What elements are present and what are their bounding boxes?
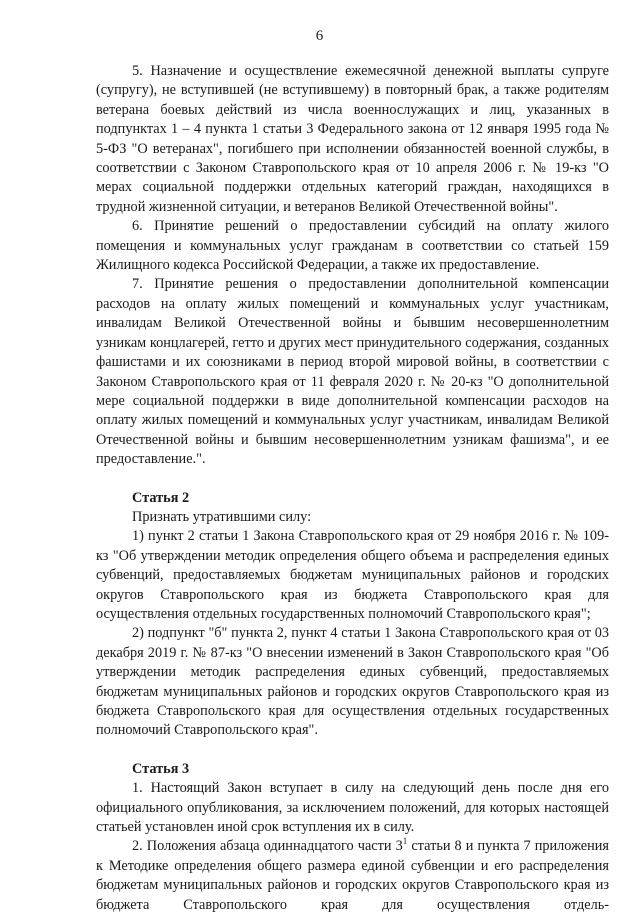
article-3-heading: Статья 3: [132, 760, 190, 777]
document-body: [96, 62, 609, 915]
page-number: 6: [315, 28, 324, 44]
article-3-item-2-text-start: 2. Положения абзаца одиннадцатого части 3: [132, 838, 403, 855]
article-2-heading: Статья 2: [132, 489, 190, 506]
article-3-item-2-text-end: статьи 8 и пункта 7 приложения к Методике определения общего размера единой субвенции и его распределения бюджетам муниципальных районов и городских округов Ставропольского края из бюджета Ставропольского края для осуществления отдель-: [96, 838, 609, 913]
paragraph-7: 7. Принятие решения о предоставлении дополнительной компенсации расходов на оплату жилых помещений и коммунальных услуг участникам, инвалидам Великой Отечественной войны и бывшим несовершеннолетним узникам концлагерей, гетто и других мест принудительного содержания, созданных фашистами и их союзниками в период второй мировой войны, в соответствии с Законом Ставропольского края от 11 февраля 2020 г. № 20-кз "О дополнительной мере социальной поддержки в виде дополнительной компенсации расходов на оплату жилых помещений и коммунальных услуг участникам, инвалидам Великой Отечественной войны и бывшим несовершеннолетним узникам фашизма", и ее предоставление.".: [96, 276, 609, 468]
article-2-intro: Признать утратившими силу:: [132, 508, 312, 525]
article-3-item-2: [96, 837, 609, 915]
article-2-item-1: 1) пункт 2 статьи 1 Закона Ставропольского края от 29 ноября 2016 г. № 109-кз "Об утверждении методик определения общего объема и распределения единых субвенций, предоставляемых бюджетам муниципальных районов и городских округов Ставропольского края из бюджета Ставропольского края для осуществления отдельных государственных полномочий Ставропольского края";: [96, 528, 609, 622]
paragraph-5: 5. Назначение и осуществление ежемесячной денежной выплаты супруге (супругу), не вступившей (не вступившему) в повторный брак, а также родителям ветерана боевых действий из числа военнослужащих и лиц, указанных в подпунктах 1 – 4 пункта 1 статьи 3 Федерального закона от 12 января 1995 года № 5-ФЗ "О ветеранах", погибшего при исполнении обязанностей военной службы, в соответствии с Законом Ставропольского края от 10 апреля 2006 г. № 19-кз "О мерах социальной поддержки отдельных категорий граждан, находящихся в трудной жизненной ситуации, и ветеранов Великой Отечественной войны".: [96, 63, 609, 215]
superscript-marker: 1: [402, 835, 408, 846]
paragraph-6: 6. Принятие решений о предоставлении субсидий на оплату жилого помещения и коммунальных услуг гражданам в соответствии со статьей 159 Жилищного кодекса Российской Федерации, а также их предоставление.: [96, 218, 609, 274]
article-3-item-1: 1. Настоящий Закон вступает в силу на следующий день после дня его официального опубликования, за исключением положений, для которых настоящей статьей установлен иной срок вступления их в силу.: [96, 780, 609, 836]
article-2-item-2: 2) подпункт "б" пункта 2, пункт 4 статьи 1 Закона Ставропольского края от 03 декабря 2019 г. № 87-кз "О внесении изменений в Закон Ставропольского края "Об утверждении методик распределения единых субвенций, предоставляемых бюджетам муниципальных районов и городских округов Ставропольского края из бюджета Ставропольского края для осуществления отдельных государственных полномочий Ставропольского края".: [96, 625, 609, 739]
